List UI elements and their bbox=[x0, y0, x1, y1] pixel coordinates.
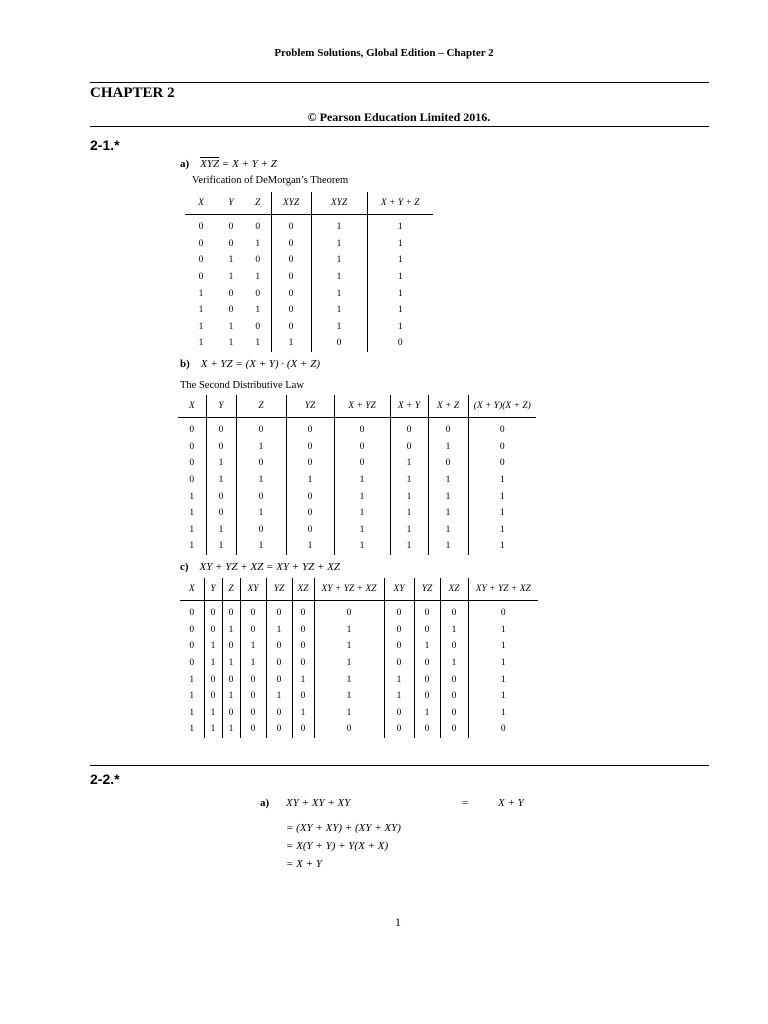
part-letter: a) bbox=[180, 158, 190, 170]
table-cell: 1 bbox=[390, 472, 428, 489]
table-cell: 0 bbox=[271, 319, 311, 336]
table-cell: 0 bbox=[228, 222, 234, 233]
column-header: X bbox=[185, 192, 217, 215]
table-cell: 0 bbox=[292, 688, 314, 705]
column-header: XZ bbox=[292, 578, 314, 601]
table-cell: 1 bbox=[189, 524, 195, 535]
copyright-notice: © Pearson Education Limited 2016. bbox=[307, 110, 491, 124]
table-cell: 1 bbox=[414, 638, 440, 655]
table-row bbox=[180, 655, 538, 672]
table-row bbox=[185, 302, 433, 319]
table-cell: 1 bbox=[311, 302, 367, 319]
table-cell: 1 bbox=[390, 522, 428, 539]
table-cell: 1 bbox=[367, 302, 433, 319]
proof-step: = X + Y bbox=[286, 858, 322, 870]
table-cell: 0 bbox=[468, 455, 536, 472]
table-cell: 1 bbox=[468, 671, 538, 688]
table-cell: 0 bbox=[286, 439, 334, 456]
column-header: X bbox=[180, 578, 204, 601]
equation-text: X + YZ = (X + Y) · (X + Z) bbox=[200, 358, 321, 370]
table-row bbox=[180, 638, 538, 655]
column-header: XY bbox=[240, 578, 266, 601]
table-cell: 1 bbox=[468, 505, 536, 522]
table-cell: 0 bbox=[198, 255, 204, 266]
table-cell: 0 bbox=[266, 705, 292, 722]
table-cell: 0 bbox=[240, 601, 266, 622]
table-cell: 1 bbox=[311, 215, 367, 236]
table-cell: 0 bbox=[292, 638, 314, 655]
table-row bbox=[178, 538, 536, 555]
top-rule bbox=[90, 82, 709, 83]
table-cell: 1 bbox=[222, 622, 240, 639]
equation-rhs: = X + Y + Z bbox=[221, 158, 277, 170]
table-cell: 1 bbox=[390, 488, 428, 505]
table-cell: 1 bbox=[204, 655, 222, 672]
table-cell: 1 bbox=[384, 688, 414, 705]
table-cell: 0 bbox=[240, 671, 266, 688]
column-header: XYZ bbox=[271, 192, 311, 215]
table-cell: 0 bbox=[390, 439, 428, 456]
table-caption: The Second Distributive Law bbox=[180, 380, 304, 391]
column-header: X + Y bbox=[390, 395, 428, 418]
table-cell: 0 bbox=[440, 721, 468, 738]
table-cell: 0 bbox=[286, 418, 334, 439]
table-row bbox=[185, 215, 433, 236]
table-cell: 1 bbox=[468, 638, 538, 655]
table-cell: 1 bbox=[311, 269, 367, 286]
distributive-truth-table bbox=[178, 395, 536, 555]
table-cell: 0 bbox=[228, 305, 234, 316]
table-cell: 1 bbox=[468, 488, 536, 505]
table-cell: 0 bbox=[240, 705, 266, 722]
table-cell: 0 bbox=[189, 441, 195, 452]
table-cell: 0 bbox=[414, 622, 440, 639]
table-cell: 1 bbox=[428, 505, 468, 522]
table-cell: 1 bbox=[292, 705, 314, 722]
table-cell: 1 bbox=[236, 472, 286, 489]
table-cell: 1 bbox=[204, 638, 222, 655]
table-cell: 1 bbox=[206, 538, 236, 555]
table-row bbox=[185, 236, 433, 253]
table-cell: 1 bbox=[286, 538, 334, 555]
table-cell: 0 bbox=[292, 721, 314, 738]
table-cell: 1 bbox=[222, 688, 240, 705]
part-c-equation bbox=[180, 561, 340, 573]
table-cell: 0 bbox=[222, 638, 240, 655]
table-row bbox=[185, 269, 433, 286]
table-cell: 0 bbox=[189, 658, 195, 669]
table-row bbox=[180, 705, 538, 722]
table-cell: 1 bbox=[468, 472, 536, 489]
table-cell: 1 bbox=[384, 671, 414, 688]
column-header: X + Y + Z bbox=[367, 192, 433, 215]
table-row bbox=[180, 721, 538, 738]
column-header: Y bbox=[217, 192, 245, 215]
table-cell: 0 bbox=[198, 272, 204, 283]
table-cell: 1 bbox=[189, 674, 195, 685]
table-cell: 0 bbox=[240, 688, 266, 705]
table-cell: 1 bbox=[266, 622, 292, 639]
table-cell: 0 bbox=[228, 238, 234, 249]
table-cell: 0 bbox=[198, 222, 204, 233]
table-cell: 0 bbox=[255, 255, 261, 266]
table-cell: 0 bbox=[440, 688, 468, 705]
table-cell: 0 bbox=[390, 418, 428, 439]
table-cell: 1 bbox=[189, 491, 195, 502]
table-cell: 0 bbox=[271, 285, 311, 302]
table-cell: 1 bbox=[468, 538, 536, 555]
table-cell: 0 bbox=[222, 705, 240, 722]
table-cell: 0 bbox=[228, 288, 234, 299]
column-header: XY + YZ + XZ bbox=[468, 578, 538, 601]
table-cell: 1 bbox=[440, 622, 468, 639]
table-cell: 0 bbox=[334, 418, 390, 439]
table-cell: 1 bbox=[468, 622, 538, 639]
table-cell: 0 bbox=[292, 601, 314, 622]
table-cell: 1 bbox=[189, 724, 195, 735]
table-cell: 0 bbox=[468, 601, 538, 622]
table-cell: 0 bbox=[266, 671, 292, 688]
table-cell: 1 bbox=[286, 472, 334, 489]
column-header: Y bbox=[206, 395, 236, 418]
table-cell: 1 bbox=[236, 538, 286, 555]
table-cell: 0 bbox=[414, 671, 440, 688]
table-row bbox=[178, 472, 536, 489]
table-cell: 1 bbox=[222, 655, 240, 672]
table-cell: 1 bbox=[390, 455, 428, 472]
column-header: (X + Y)(X + Z) bbox=[468, 395, 536, 418]
table-cell: 1 bbox=[468, 688, 538, 705]
table-cell: 1 bbox=[222, 721, 240, 738]
table-cell: 0 bbox=[367, 335, 433, 352]
table-cell: 1 bbox=[228, 272, 234, 283]
table-cell: 0 bbox=[204, 688, 222, 705]
running-header: Problem Solutions, Global Edition – Chapter 2 bbox=[274, 47, 494, 59]
table-cell: 0 bbox=[468, 439, 536, 456]
table-cell: 1 bbox=[311, 285, 367, 302]
table-cell: 1 bbox=[428, 522, 468, 539]
table-cell: 1 bbox=[334, 522, 390, 539]
table-cell: 1 bbox=[311, 319, 367, 336]
table-cell: 1 bbox=[390, 505, 428, 522]
table-row bbox=[180, 671, 538, 688]
table-cell: 1 bbox=[428, 439, 468, 456]
table-cell: 0 bbox=[236, 488, 286, 505]
table-row bbox=[178, 522, 536, 539]
column-header: XY + YZ + XZ bbox=[314, 578, 384, 601]
problem-label: 2-1.* bbox=[90, 137, 120, 153]
table-cell: 1 bbox=[206, 455, 236, 472]
table-cell: 0 bbox=[384, 601, 414, 622]
column-header: XYZ bbox=[311, 192, 367, 215]
table-cell: 1 bbox=[206, 472, 236, 489]
table-cell: 0 bbox=[414, 688, 440, 705]
table-row bbox=[178, 505, 536, 522]
table-cell: 0 bbox=[384, 721, 414, 738]
column-header: Z bbox=[222, 578, 240, 601]
table-cell: 0 bbox=[255, 321, 261, 332]
chapter-title: CHAPTER 2 bbox=[90, 85, 175, 101]
column-header: X + Z bbox=[428, 395, 468, 418]
table-cell: 0 bbox=[271, 269, 311, 286]
table-row bbox=[185, 252, 433, 269]
table-cell: 1 bbox=[189, 541, 195, 552]
table-cell: 0 bbox=[292, 622, 314, 639]
column-header: XZ bbox=[440, 578, 468, 601]
proof-step: = X(Y + Y) + Y(X + X) bbox=[286, 840, 389, 852]
part-letter: c) bbox=[180, 561, 189, 573]
table-cell: 1 bbox=[198, 305, 204, 316]
table-cell: 1 bbox=[204, 721, 222, 738]
table-cell: 1 bbox=[428, 538, 468, 555]
table-cell: 0 bbox=[266, 655, 292, 672]
table-cell: 0 bbox=[222, 601, 240, 622]
table-cell: 0 bbox=[271, 302, 311, 319]
table-cell: 0 bbox=[384, 655, 414, 672]
column-header: X bbox=[178, 395, 206, 418]
table-cell: 0 bbox=[266, 601, 292, 622]
table-cell: 1 bbox=[228, 338, 234, 349]
table-cell: 0 bbox=[189, 624, 195, 635]
table-cell: 0 bbox=[334, 455, 390, 472]
table-cell: 1 bbox=[228, 255, 234, 266]
table-cell: 0 bbox=[440, 601, 468, 622]
table-cell: 1 bbox=[228, 321, 234, 332]
table-cell: 1 bbox=[314, 688, 384, 705]
table-cell: 0 bbox=[240, 721, 266, 738]
table-cell: 0 bbox=[198, 238, 204, 249]
table-cell: 0 bbox=[255, 288, 261, 299]
table-cell: 1 bbox=[414, 705, 440, 722]
table-cell: 0 bbox=[255, 222, 261, 233]
table-cell: 1 bbox=[367, 236, 433, 253]
table-cell: 0 bbox=[311, 335, 367, 352]
table-row bbox=[180, 688, 538, 705]
demorgan-truth-table bbox=[185, 192, 433, 352]
table-cell: 0 bbox=[334, 439, 390, 456]
table-cell: 0 bbox=[314, 601, 384, 622]
table-cell: 0 bbox=[206, 439, 236, 456]
part-a-equation bbox=[180, 158, 277, 170]
table-cell: 0 bbox=[189, 425, 195, 436]
table-row bbox=[178, 455, 536, 472]
table-cell: 1 bbox=[367, 285, 433, 302]
column-header: Y bbox=[204, 578, 222, 601]
table-cell: 1 bbox=[236, 505, 286, 522]
table-cell: 0 bbox=[440, 671, 468, 688]
table-row bbox=[178, 488, 536, 505]
table-cell: 0 bbox=[204, 671, 222, 688]
section-rule bbox=[90, 765, 709, 766]
table-cell: 0 bbox=[189, 608, 195, 619]
table-cell: 0 bbox=[236, 522, 286, 539]
column-header: YZ bbox=[414, 578, 440, 601]
part-letter: b) bbox=[180, 358, 190, 370]
chapter-rule bbox=[90, 126, 709, 127]
table-cell: 1 bbox=[311, 252, 367, 269]
table-cell: 0 bbox=[414, 721, 440, 738]
table-cell: 0 bbox=[240, 622, 266, 639]
table-cell: 1 bbox=[367, 319, 433, 336]
table-cell: 0 bbox=[468, 721, 538, 738]
table-cell: 0 bbox=[236, 455, 286, 472]
table-cell: 0 bbox=[384, 705, 414, 722]
table-cell: 0 bbox=[286, 522, 334, 539]
table-cell: 1 bbox=[292, 671, 314, 688]
table-caption: Verification of DeMorgan’s Theorem bbox=[192, 175, 349, 186]
part-b-equation bbox=[180, 358, 320, 370]
table-cell: 0 bbox=[236, 418, 286, 439]
table-cell: 0 bbox=[468, 418, 536, 439]
table-cell: 0 bbox=[286, 488, 334, 505]
table-cell: 0 bbox=[428, 418, 468, 439]
column-header: YZ bbox=[266, 578, 292, 601]
table-cell: 0 bbox=[206, 505, 236, 522]
table-cell: 1 bbox=[334, 505, 390, 522]
table-cell: 0 bbox=[189, 475, 195, 486]
column-header: YZ bbox=[286, 395, 334, 418]
table-cell: 0 bbox=[271, 215, 311, 236]
table-cell: 0 bbox=[440, 705, 468, 722]
table-row bbox=[178, 418, 536, 439]
table-cell: 1 bbox=[255, 238, 261, 249]
table-row bbox=[185, 285, 433, 302]
column-header: XY bbox=[384, 578, 414, 601]
table-cell: 0 bbox=[206, 418, 236, 439]
table-cell: 1 bbox=[367, 269, 433, 286]
table-cell: 1 bbox=[206, 522, 236, 539]
table-cell: 1 bbox=[236, 439, 286, 456]
table-row bbox=[178, 439, 536, 456]
table-cell: 1 bbox=[428, 472, 468, 489]
table-cell: 0 bbox=[384, 622, 414, 639]
problem-label: 2-2.* bbox=[90, 771, 120, 787]
table-row bbox=[185, 335, 433, 352]
table-cell: 1 bbox=[255, 305, 261, 316]
table-cell: 1 bbox=[271, 335, 311, 352]
table-cell: 1 bbox=[311, 236, 367, 253]
table-cell: 0 bbox=[204, 601, 222, 622]
table-cell: 1 bbox=[334, 472, 390, 489]
column-header: X + YZ bbox=[334, 395, 390, 418]
table-cell: 0 bbox=[286, 505, 334, 522]
table-cell: 0 bbox=[440, 638, 468, 655]
table-cell: 0 bbox=[266, 721, 292, 738]
proof-equals: = bbox=[462, 797, 469, 809]
table-cell: 1 bbox=[198, 338, 204, 349]
proof-rhs: X + Y bbox=[498, 797, 524, 809]
table-cell: 0 bbox=[286, 455, 334, 472]
table-cell: 1 bbox=[198, 288, 204, 299]
table-cell: 1 bbox=[440, 655, 468, 672]
table-cell: 1 bbox=[240, 655, 266, 672]
table-cell: 1 bbox=[334, 488, 390, 505]
table-cell: 0 bbox=[292, 655, 314, 672]
table-cell: 1 bbox=[314, 622, 384, 639]
table-cell: 1 bbox=[266, 688, 292, 705]
table-cell: 0 bbox=[384, 638, 414, 655]
table-cell: 0 bbox=[314, 721, 384, 738]
table-cell: 1 bbox=[189, 691, 195, 702]
table-cell: 0 bbox=[266, 638, 292, 655]
table-cell: 1 bbox=[198, 321, 204, 332]
table-cell: 0 bbox=[189, 458, 195, 469]
proof-lhs: XY + XY + XY bbox=[286, 797, 351, 809]
table-cell: 1 bbox=[390, 538, 428, 555]
table-cell: 1 bbox=[314, 671, 384, 688]
table-cell: 1 bbox=[240, 638, 266, 655]
table-cell: 1 bbox=[428, 488, 468, 505]
table-cell: 0 bbox=[204, 622, 222, 639]
table-row bbox=[180, 622, 538, 639]
table-cell: 0 bbox=[271, 252, 311, 269]
table-cell: 0 bbox=[414, 601, 440, 622]
part-letter: a) bbox=[260, 797, 270, 809]
consensus-truth-table bbox=[180, 578, 538, 738]
table-cell: 1 bbox=[314, 705, 384, 722]
table-cell: 0 bbox=[414, 655, 440, 672]
table-cell: 1 bbox=[334, 538, 390, 555]
column-header: Z bbox=[236, 395, 286, 418]
table-cell: 1 bbox=[255, 272, 261, 283]
table-cell: 1 bbox=[255, 338, 261, 349]
table-cell: 1 bbox=[468, 522, 536, 539]
table-cell: 1 bbox=[314, 638, 384, 655]
table-row bbox=[180, 601, 538, 622]
table-cell: 0 bbox=[428, 455, 468, 472]
table-cell: 1 bbox=[468, 655, 538, 672]
table-cell: 0 bbox=[271, 236, 311, 253]
equation-lhs: $\overline{XYZ}$ bbox=[200, 158, 220, 170]
table-cell: 0 bbox=[189, 641, 195, 652]
table-cell: 0 bbox=[222, 671, 240, 688]
table-cell: 1 bbox=[189, 508, 195, 519]
table-cell: 1 bbox=[314, 655, 384, 672]
table-cell: 1 bbox=[367, 252, 433, 269]
column-header: Z bbox=[245, 192, 271, 215]
table-cell: 1 bbox=[189, 707, 195, 718]
table-row bbox=[185, 319, 433, 336]
proof-step: = (XY + XY) + (XY + XY) bbox=[286, 822, 401, 834]
page-number: 1 bbox=[395, 915, 401, 929]
equation-text: XY + YZ + XZ = XY + YZ + XZ bbox=[199, 561, 340, 573]
table-cell: 1 bbox=[468, 705, 538, 722]
table-cell: 1 bbox=[367, 215, 433, 236]
table-cell: 0 bbox=[206, 488, 236, 505]
table-cell: 1 bbox=[204, 705, 222, 722]
